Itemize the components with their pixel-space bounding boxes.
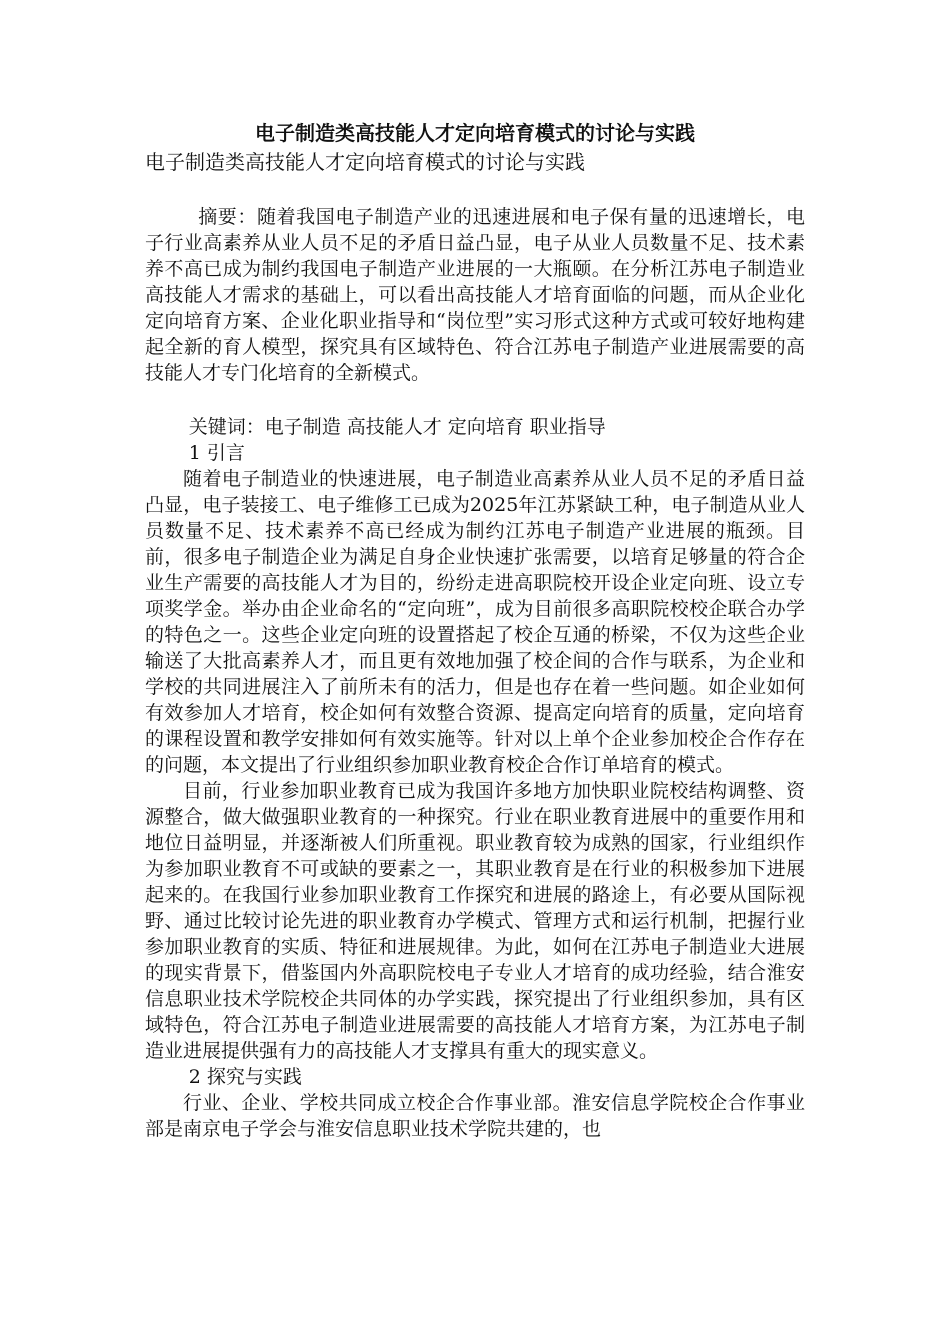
spacer [145, 176, 805, 204]
document-page [145, 118, 805, 1142]
keywords-line: 关键词：电子制造 高技能人才 定向培育 职业指导 [188, 416, 606, 438]
abstract-paragraph: 摘要：随着我国电子制造产业的迅速进展和电子保有量的迅速增长，电子行业高素养从业人员不足的矛盾日益凸显，电子从业人员数量不足、技术素养不高已成为制约我国电子制造产业进展的一大瓶颐。在分析江苏电子制造业高技能人才需求的基础上，可以看出高技能人才培育面临的问题，而从企业化定向培育方案、企业化职业指导和“岗位型”实习形式这种方式或可较好地构建起全新的育人模型，探究具有区域特色、符合江苏电子制造产业进展需要的高技能人才专门化培育的全新模式。 [145, 206, 805, 384]
spacer [145, 386, 805, 414]
body-paragraph-3: 行业、企业、学校共同成立校企合作事业部。淮安信息学院校企合作事业部是南京电子学会与淮安信息职业技术学院共建的，也 [145, 1092, 805, 1140]
body-paragraph-2: 目前，行业参加职业教育已成为我国许多地方加快职业院校结构调整、资源整合，做大做强职业教育的一种探究。行业在职业教育进展中的重要作用和地位日益明显，并逐渐被人们所重视。职业教育较为成熟的国家，行业组织作为参加职业教育不可或缺的要素之一，其职业教育是在行业的积极参加下进展起来的。在我国行业参加职业教育工作探究和进展的路途上，有必要从国际视野、通过比较讨论先进的职业教育办学模式、管理方式和运行机制，把握行业参加职业教育的实质、特征和进展规律。为此，如何在江苏电子制造业大进展的现实背景下，借鉴国内外高职院校电子专业人才培育的成功经验，结合淮安信息职业技术学院校企共同体的办学实践，探究提出了行业组织参加，具有区域特色，符合江苏电子制造业进展需要的高技能人才培育方案，为江苏电子制造业进展提供强有力的高技能人才支撑具有重大的现实意义。 [145, 780, 805, 1062]
document-subtitle: 电子制造类高技能人才定向培育模式的讨论与实践 [145, 150, 585, 174]
section-heading-practice: 2 探究与实践 [188, 1066, 302, 1088]
document-title: 电子制造类高技能人才定向培育模式的讨论与实践 [255, 121, 695, 145]
body-paragraph-1: 随着电子制造业的快速进展，电子制造业高素养从业人员不足的矛盾日益凸显，电子装接工、电子维修工已成为2025年江苏紧缺工种，电子制造从业人员数量不足、技术素养不高已经成为制约江苏电子制造产业进展的瓶颈。目前，很多电子制造企业为满足自身企业快速扩张需要，以培育足够量的符合企业生产需要的高技能人才为目的，纷纷走进高职院校开设企业定向班、设立专项奖学金。举办由企业命名的“定向班”，成为目前很多高职院校校企联合办学的特色之一。这些企业定向班的设置搭起了校企互通的桥梁，不仅为这些企业输送了大批高素养人才，而且更有效地加强了校企间的合作与联系，为企业和学校的共同进展注入了前所未有的活力，但是也存在着一些问题。如企业如何有效参加人才培育，校企如何有效整合资源、提高定向培育的质量，定向培育的课程设置和教学安排如何有效实施等。针对以上单个企业参加校企合作存在的问题，本文提出了行业组织参加职业教育校企合作订单培育的模式。 [145, 468, 805, 776]
section-heading-intro: 1 引言 [188, 442, 245, 464]
